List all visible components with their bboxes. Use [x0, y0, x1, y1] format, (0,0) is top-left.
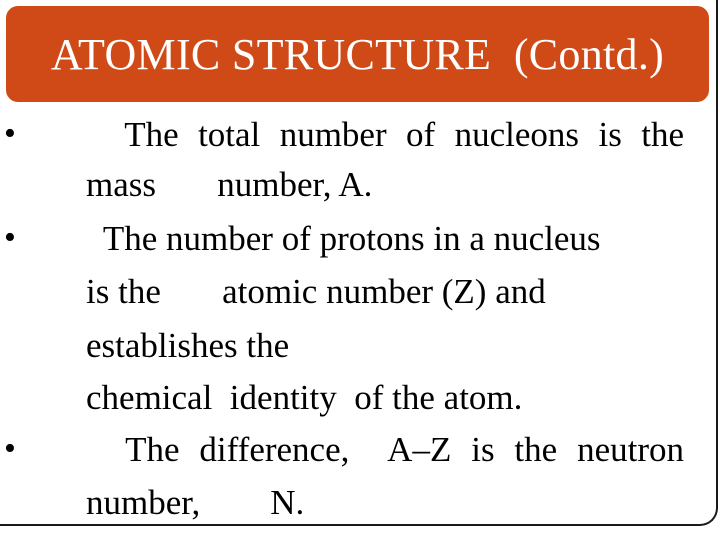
bullet-3-marker: • — [4, 430, 16, 467]
slide-title: ATOMIC STRUCTURE (Contd.) — [50, 29, 665, 79]
bullet-3-line-2: number, N. — [86, 483, 305, 522]
bullet-1-line-2: mass number, A. — [86, 165, 373, 204]
bullet-2-line-2: is the atomic number (Z) and — [86, 272, 546, 311]
bullet-3-line-1: The difference, A–Z is the neutron — [86, 430, 684, 469]
bullet-2-marker: • — [4, 219, 16, 256]
bullet-2-line-4: chemical identity of the atom. — [86, 378, 523, 417]
title-bar — [6, 6, 709, 102]
bullet-1-line-1: The total number of nucleons is the — [86, 115, 684, 154]
bullet-2-line-3: establishes the — [86, 326, 290, 365]
bullet-1-marker: • — [4, 115, 16, 152]
bullet-2-line-1: The number of protons in a nucleus — [86, 219, 601, 258]
